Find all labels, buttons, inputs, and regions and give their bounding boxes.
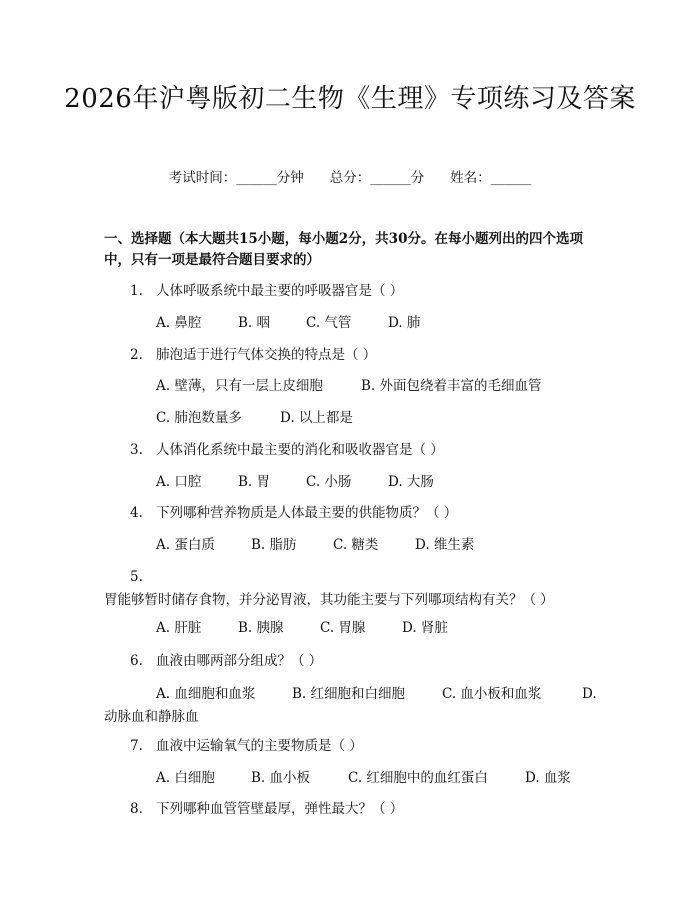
options-4 [156, 535, 604, 556]
option-a: A. 血细胞和血浆 [156, 686, 256, 702]
option-a: A. 鼻腔 [156, 315, 202, 331]
option-a: A. 蛋白质 [156, 537, 215, 553]
question-number: 1. [130, 283, 143, 299]
options-7 [156, 768, 604, 789]
question-number: 7. [130, 738, 143, 754]
question-text: 血液由哪两部分组成？（ ） [156, 653, 323, 669]
option-c: C. 小肠 [306, 474, 352, 490]
question-5 [104, 566, 602, 612]
question-number: 2. [130, 347, 143, 363]
question-text: 血液中运输氧气的主要物质是（ ） [156, 738, 363, 754]
option-b: B. 胃 [238, 474, 271, 490]
options-6 [104, 683, 602, 729]
question-number: 4. [130, 505, 143, 521]
question-number: 3. [130, 442, 143, 458]
question-text: 人体消化系统中最主要的消化和吸收器官是（ ） [156, 442, 444, 458]
option-d: D. 血浆 [525, 770, 571, 786]
option-c: C. 糖类 [333, 537, 379, 553]
question-number: 5. [130, 569, 143, 585]
option-d: D. 动脉血和静脉血 [104, 686, 597, 725]
exam-time-label: 考试时间：______分钟 [168, 170, 304, 186]
options-2a [156, 376, 604, 397]
option-a: A. 白细胞 [156, 770, 215, 786]
option-c: C. 气管 [306, 315, 352, 331]
options-3 [156, 472, 604, 493]
option-d: D. 肾脏 [402, 620, 448, 636]
question-text: 下列哪种营养物质是人体最主要的供能物质？（ ） [156, 505, 458, 521]
question-2 [104, 345, 604, 366]
question-7 [104, 736, 604, 757]
option-b: B. 脂肪 [251, 537, 297, 553]
question-text: 肺泡适于进行气体交换的特点是（ ） [156, 347, 377, 363]
exam-meta [0, 168, 700, 188]
option-c: C. 血小板和血浆 [442, 686, 542, 702]
option-a: A. 壁薄，只有一层上皮细胞 [156, 378, 323, 394]
question-1 [104, 281, 604, 302]
option-b: B. 胰腺 [238, 620, 284, 636]
option-d: D. 维生素 [415, 537, 475, 553]
option-a: A. 肝脏 [156, 620, 202, 636]
question-6 [104, 651, 604, 672]
option-c: C. 肺泡数量多 [156, 410, 242, 426]
option-b: B. 红细胞和白细胞 [292, 686, 406, 702]
total-score-label: 总分：______分 [329, 170, 425, 186]
question-8 [104, 799, 604, 820]
options-2b [156, 408, 604, 429]
question-text: 人体呼吸系统中最主要的呼吸器官是（ ） [156, 283, 404, 299]
page-title: 2026年沪粤版初二生物《生理》专项练习及答案 [64, 84, 636, 114]
section-heading: 一、选择题（本大题共15小题，每小题2分，共30分。在每小题列出的四个选项中，只有一项是最符合题目要求的） [104, 231, 583, 268]
option-a: A. 口腔 [156, 474, 202, 490]
option-c: C. 胃腺 [320, 620, 366, 636]
question-number: 8. [130, 801, 143, 817]
option-b: B. 血小板 [251, 770, 311, 786]
options-5 [156, 618, 604, 639]
name-label: 姓名：______ [450, 170, 532, 186]
question-number: 6. [130, 653, 143, 669]
question-text: 下列哪种血管管壁最厚，弹性最大？（ ） [156, 801, 404, 817]
question-3 [104, 440, 604, 461]
options-1 [156, 313, 604, 334]
option-d: D. 大肠 [388, 474, 434, 490]
option-c: C. 红细胞中的血红蛋白 [348, 770, 488, 786]
option-b: B. 外面包绕着丰富的毛细血管 [361, 378, 542, 394]
option-d: D. 以上都是 [280, 410, 353, 426]
question-4 [104, 503, 604, 524]
option-d: D. 肺 [388, 315, 421, 331]
option-b: B. 咽 [238, 315, 271, 331]
question-text: 胃能够暂时储存食物，并分泌胃液，其功能主要与下列哪项结构有关？（ ） [104, 592, 554, 608]
